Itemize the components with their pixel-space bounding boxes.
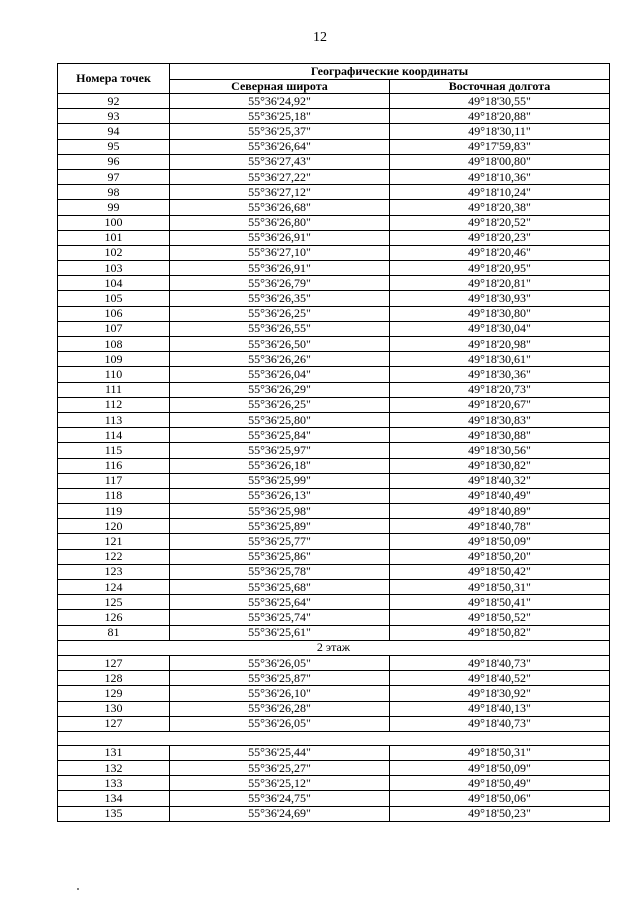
longitude-cell: 49°18'40,78": [390, 519, 610, 534]
point-number-cell: 119: [58, 504, 170, 519]
latitude-cell: 55°36'25,80": [170, 412, 390, 427]
longitude-cell: 49°18'30,61": [390, 352, 610, 367]
table-row: [58, 745, 610, 760]
point-number-cell: 107: [58, 321, 170, 336]
longitude-cell: 49°18'40,73": [390, 716, 610, 731]
latitude-cell: 55°36'25,74": [170, 610, 390, 625]
table-row: [58, 776, 610, 791]
latitude-cell: 55°36'27,22": [170, 169, 390, 184]
point-number-cell: 106: [58, 306, 170, 321]
longitude-cell: 49°18'20,98": [390, 337, 610, 352]
table-row: [58, 276, 610, 291]
table-row: [58, 169, 610, 184]
longitude-cell: 49°18'40,73": [390, 655, 610, 670]
longitude-cell: 49°18'20,88": [390, 109, 610, 124]
table-row: [58, 291, 610, 306]
point-number-cell: 121: [58, 534, 170, 549]
point-number-cell: 81: [58, 625, 170, 640]
table-group-3: [58, 745, 610, 821]
point-number-cell: 93: [58, 109, 170, 124]
point-number-cell: 125: [58, 595, 170, 610]
longitude-cell: 49°18'50,20": [390, 549, 610, 564]
table-row: [58, 321, 610, 336]
latitude-cell: 55°36'26,04": [170, 367, 390, 382]
point-number-cell: 123: [58, 564, 170, 579]
point-number-cell: 118: [58, 488, 170, 503]
scan-speck: [77, 888, 79, 890]
longitude-cell: 49°18'30,55": [390, 94, 610, 109]
table-row: [58, 655, 610, 670]
longitude-cell: 49°18'30,11": [390, 124, 610, 139]
section-label: 2 этаж: [58, 640, 610, 655]
table-row: [58, 154, 610, 169]
point-number-cell: 102: [58, 245, 170, 260]
longitude-cell: 49°18'20,23": [390, 230, 610, 245]
longitude-cell: 49°18'50,31": [390, 745, 610, 760]
latitude-cell: 55°36'26,25": [170, 306, 390, 321]
point-number-cell: 128: [58, 671, 170, 686]
table-row: [58, 716, 610, 731]
longitude-cell: 49°18'50,42": [390, 564, 610, 579]
latitude-cell: 55°36'26,25": [170, 397, 390, 412]
longitude-cell: 49°18'50,09": [390, 761, 610, 776]
latitude-cell: 55°36'26,18": [170, 458, 390, 473]
table-row: [58, 595, 610, 610]
latitude-cell: 55°36'27,43": [170, 154, 390, 169]
latitude-cell: 55°36'25,27": [170, 761, 390, 776]
table-row: [58, 458, 610, 473]
page-number: 12: [313, 30, 327, 45]
longitude-cell: 49°18'30,82": [390, 458, 610, 473]
point-number-cell: 94: [58, 124, 170, 139]
point-number-cell: 95: [58, 139, 170, 154]
longitude-cell: 49°18'50,82": [390, 625, 610, 640]
longitude-cell: 49°18'50,52": [390, 610, 610, 625]
longitude-cell: 49°18'40,13": [390, 701, 610, 716]
point-number-cell: 112: [58, 397, 170, 412]
header-lat: Северная широта: [170, 80, 390, 94]
point-number-cell: 104: [58, 276, 170, 291]
latitude-cell: 55°36'26,80": [170, 215, 390, 230]
point-number-cell: 92: [58, 94, 170, 109]
point-number-cell: 135: [58, 806, 170, 821]
table-row: [58, 94, 610, 109]
latitude-cell: 55°36'25,78": [170, 564, 390, 579]
point-number-cell: 122: [58, 549, 170, 564]
longitude-cell: 49°18'00,80": [390, 154, 610, 169]
table-row: [58, 791, 610, 806]
point-number-cell: 115: [58, 443, 170, 458]
latitude-cell: 55°36'27,10": [170, 245, 390, 260]
latitude-cell: 55°36'26,05": [170, 655, 390, 670]
point-number-cell: 133: [58, 776, 170, 791]
latitude-cell: 55°36'25,68": [170, 580, 390, 595]
point-number-cell: 109: [58, 352, 170, 367]
table-row: [58, 306, 610, 321]
point-number-cell: 105: [58, 291, 170, 306]
table-row: [58, 488, 610, 503]
longitude-cell: 49°18'20,38": [390, 200, 610, 215]
longitude-cell: 49°18'40,89": [390, 504, 610, 519]
header-lon: Восточная долгота: [390, 80, 610, 94]
point-number-cell: 130: [58, 701, 170, 716]
table-spacer: [58, 731, 610, 745]
latitude-cell: 55°36'26,91": [170, 261, 390, 276]
latitude-cell: 55°36'26,79": [170, 276, 390, 291]
latitude-cell: 55°36'25,84": [170, 428, 390, 443]
point-number-cell: 103: [58, 261, 170, 276]
point-number-cell: 97: [58, 169, 170, 184]
latitude-cell: 55°36'25,87": [170, 671, 390, 686]
table-row: [58, 806, 610, 821]
latitude-cell: 55°36'25,89": [170, 519, 390, 534]
latitude-cell: 55°36'25,18": [170, 109, 390, 124]
blank-row: [58, 731, 610, 745]
latitude-cell: 55°36'26,91": [170, 230, 390, 245]
point-number-cell: 127: [58, 655, 170, 670]
longitude-cell: 49°18'30,83": [390, 412, 610, 427]
latitude-cell: 55°36'25,37": [170, 124, 390, 139]
point-number-cell: 100: [58, 215, 170, 230]
table-row: [58, 109, 610, 124]
longitude-cell: 49°18'20,73": [390, 382, 610, 397]
table-row: [58, 580, 610, 595]
latitude-cell: 55°36'25,12": [170, 776, 390, 791]
point-number-cell: 108: [58, 337, 170, 352]
table-row: [58, 245, 610, 260]
latitude-cell: 55°36'25,44": [170, 745, 390, 760]
latitude-cell: 55°36'25,77": [170, 534, 390, 549]
longitude-cell: 49°18'30,92": [390, 686, 610, 701]
point-number-cell: 117: [58, 473, 170, 488]
table-row: [58, 139, 610, 154]
table-row: [58, 215, 610, 230]
latitude-cell: 55°36'26,55": [170, 321, 390, 336]
point-number-cell: 114: [58, 428, 170, 443]
latitude-cell: 55°36'25,97": [170, 443, 390, 458]
latitude-cell: 55°36'26,35": [170, 291, 390, 306]
longitude-cell: 49°18'10,24": [390, 185, 610, 200]
table-row: [58, 443, 610, 458]
longitude-cell: 49°18'20,81": [390, 276, 610, 291]
latitude-cell: 55°36'26,29": [170, 382, 390, 397]
point-number-cell: 98: [58, 185, 170, 200]
latitude-cell: 55°36'24,75": [170, 791, 390, 806]
latitude-cell: 55°36'26,68": [170, 200, 390, 215]
latitude-cell: 55°36'25,86": [170, 549, 390, 564]
table-row: [58, 124, 610, 139]
point-number-cell: 101: [58, 230, 170, 245]
longitude-cell: 49°18'30,93": [390, 291, 610, 306]
longitude-cell: 49°18'10,36": [390, 169, 610, 184]
table-row: [58, 701, 610, 716]
latitude-cell: 55°36'26,50": [170, 337, 390, 352]
latitude-cell: 55°36'25,64": [170, 595, 390, 610]
point-number-cell: 134: [58, 791, 170, 806]
table-row: [58, 352, 610, 367]
point-number-cell: 126: [58, 610, 170, 625]
point-number-cell: 127: [58, 716, 170, 731]
table-row: [58, 428, 610, 443]
table-row: [58, 473, 610, 488]
point-number-cell: 132: [58, 761, 170, 776]
table-row: [58, 337, 610, 352]
table-row: [58, 610, 610, 625]
latitude-cell: 55°36'26,10": [170, 686, 390, 701]
longitude-cell: 49°18'50,23": [390, 806, 610, 821]
latitude-cell: 55°36'24,92": [170, 94, 390, 109]
table-row: [58, 519, 610, 534]
blank-cell: [58, 731, 610, 745]
table-row: [58, 230, 610, 245]
table-row: [58, 549, 610, 564]
coordinates-table: [57, 63, 610, 822]
table-row: [58, 761, 610, 776]
longitude-cell: 49°18'20,46": [390, 245, 610, 260]
longitude-cell: 49°18'40,52": [390, 671, 610, 686]
longitude-cell: 49°18'50,31": [390, 580, 610, 595]
point-number-cell: 99: [58, 200, 170, 215]
table-row: [58, 686, 610, 701]
point-number-cell: 131: [58, 745, 170, 760]
point-number-cell: 111: [58, 382, 170, 397]
longitude-cell: 49°18'40,32": [390, 473, 610, 488]
longitude-cell: 49°18'20,52": [390, 215, 610, 230]
longitude-cell: 49°18'20,95": [390, 261, 610, 276]
longitude-cell: 49°18'30,56": [390, 443, 610, 458]
latitude-cell: 55°36'24,69": [170, 806, 390, 821]
header-geo: Географические координаты: [170, 64, 610, 80]
point-number-cell: 124: [58, 580, 170, 595]
table-row: [58, 671, 610, 686]
point-number-cell: 120: [58, 519, 170, 534]
table-row: [58, 261, 610, 276]
longitude-cell: 49°17'59,83": [390, 139, 610, 154]
table-row: [58, 412, 610, 427]
longitude-cell: 49°18'50,09": [390, 534, 610, 549]
latitude-cell: 55°36'25,98": [170, 504, 390, 519]
section-row: [58, 640, 610, 655]
latitude-cell: 55°36'27,12": [170, 185, 390, 200]
longitude-cell: 49°18'30,36": [390, 367, 610, 382]
table-group-2: [58, 655, 610, 731]
longitude-cell: 49°18'20,67": [390, 397, 610, 412]
longitude-cell: 49°18'50,06": [390, 791, 610, 806]
point-number-cell: 129: [58, 686, 170, 701]
table-row: [58, 382, 610, 397]
point-number-cell: 96: [58, 154, 170, 169]
longitude-cell: 49°18'30,80": [390, 306, 610, 321]
table-row: [58, 504, 610, 519]
table-row: [58, 367, 610, 382]
table-section-2: [58, 640, 610, 655]
latitude-cell: 55°36'25,61": [170, 625, 390, 640]
table-row: [58, 625, 610, 640]
longitude-cell: 49°18'40,49": [390, 488, 610, 503]
latitude-cell: 55°36'26,28": [170, 701, 390, 716]
table-row: [58, 397, 610, 412]
latitude-cell: 55°36'26,05": [170, 716, 390, 731]
table-row: [58, 200, 610, 215]
longitude-cell: 49°18'30,88": [390, 428, 610, 443]
latitude-cell: 55°36'26,26": [170, 352, 390, 367]
table-group-1: [58, 94, 610, 641]
table-row: [58, 185, 610, 200]
longitude-cell: 49°18'30,04": [390, 321, 610, 336]
header-points: Номера точек: [58, 64, 170, 94]
latitude-cell: 55°36'26,13": [170, 488, 390, 503]
point-number-cell: 116: [58, 458, 170, 473]
longitude-cell: 49°18'50,49": [390, 776, 610, 791]
longitude-cell: 49°18'50,41": [390, 595, 610, 610]
table-row: [58, 534, 610, 549]
latitude-cell: 55°36'26,64": [170, 139, 390, 154]
point-number-cell: 113: [58, 412, 170, 427]
latitude-cell: 55°36'25,99": [170, 473, 390, 488]
point-number-cell: 110: [58, 367, 170, 382]
table-row: [58, 564, 610, 579]
